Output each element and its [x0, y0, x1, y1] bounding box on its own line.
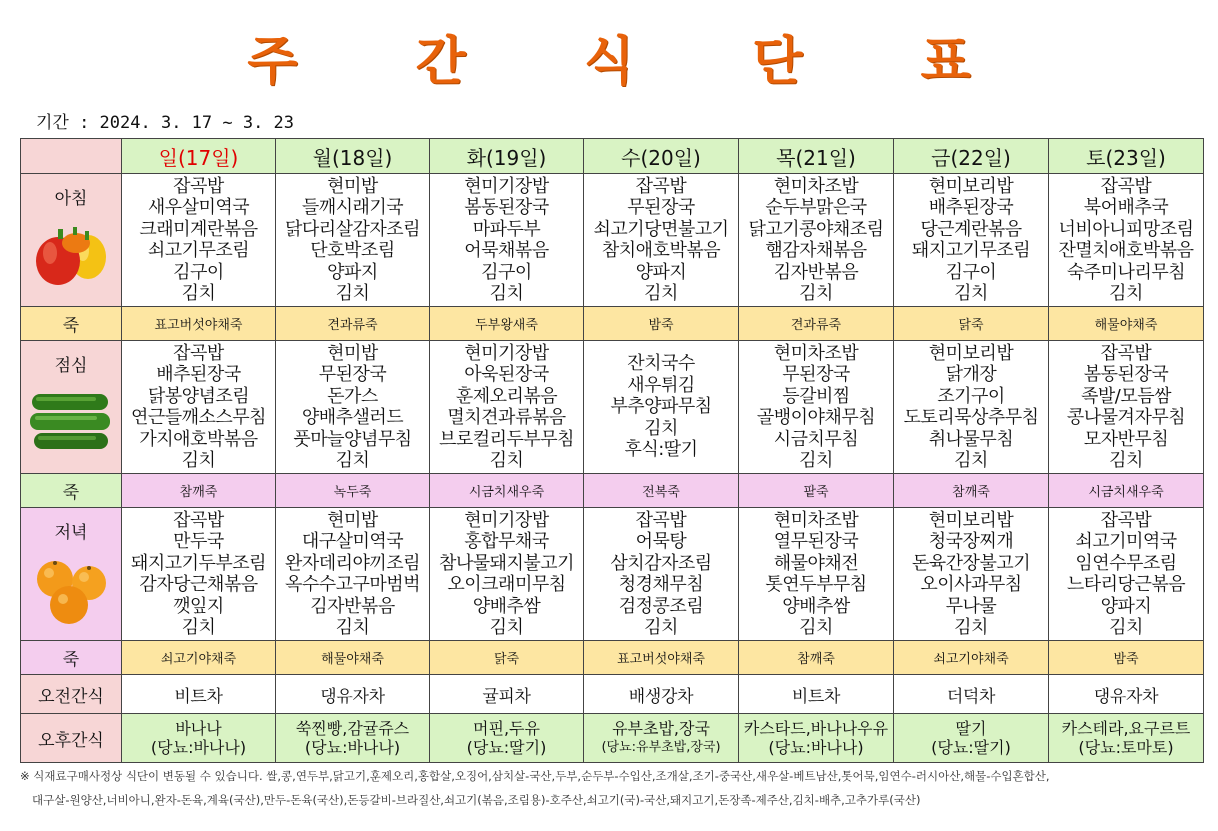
menu-item: 딸기 — [955, 719, 987, 738]
menu-item: 아욱된장국 — [464, 364, 549, 385]
menu-item: 배추된장국 — [156, 364, 241, 385]
menu-item: 현미기장밥 — [464, 509, 549, 531]
breakfast-porridge-wed: 밤죽 — [584, 307, 739, 341]
menu-item: 무된장국 — [782, 364, 850, 385]
breakfast-label-cell — [21, 174, 122, 307]
menu-item: 쇠고기무조림 — [147, 240, 250, 261]
menu-item: 김구이 — [481, 261, 532, 283]
menu-item: 현미밥 — [327, 342, 378, 364]
menu-item: 홍합무채국 — [464, 531, 549, 552]
menu-item: 참치애호박볶음 — [601, 240, 721, 261]
menu-item: 무된장국 — [627, 197, 695, 218]
menu-item: 마파두부 — [472, 218, 541, 240]
menu-item: 청국장찌개 — [928, 531, 1014, 552]
menu-item: 김치 — [954, 283, 988, 304]
menu-item: 유부초밥,장국 — [612, 719, 710, 738]
menu-item: 김치 — [954, 450, 988, 471]
menu-item: 무된장국 — [318, 364, 387, 385]
menu-item: 돼지고기무조림 — [911, 240, 1031, 261]
dinner-label: 저녁 — [54, 523, 88, 543]
menu-item: 김치 — [644, 417, 678, 439]
lunch-cell-wed — [584, 341, 739, 474]
menu-item: 옥수수고구마범벅 — [284, 574, 421, 595]
menu-item: 콩나물겨자무침 — [1066, 407, 1186, 428]
lunch-porridge-label: 죽 — [21, 474, 122, 508]
menu-item: 청경채무침 — [618, 574, 704, 595]
menu-item: 쇠고기당면불고기 — [593, 218, 729, 240]
menu-item: 취나물무침 — [928, 428, 1014, 450]
menu-item: 햄감자채볶음 — [765, 240, 867, 261]
menu-item: 현미차조밥 — [773, 509, 859, 531]
menu-item: 골뱅이야채무침 — [756, 407, 876, 428]
lunch-label: 점심 — [54, 356, 88, 376]
menu-item: 돼지고기두부조림 — [130, 552, 267, 574]
dinner-porridge-row — [21, 641, 1204, 675]
menu-item: 너비아니피망조림 — [1058, 218, 1194, 240]
menu-item: 현미밥 — [327, 509, 378, 531]
menu-item: 잔치국수 — [627, 353, 695, 375]
menu-item: 봄동된장국 — [464, 197, 549, 218]
menu-item: 김치 — [799, 617, 833, 638]
menu-item: 김치 — [1109, 450, 1143, 471]
dinner-label-cell — [21, 508, 122, 641]
menu-item: 오이사과무침 — [920, 574, 1022, 595]
menu-item: 돈육간장불고기 — [911, 552, 1031, 574]
pm-snack-label: 오후간식 — [21, 714, 122, 763]
menu-item: 당근계란볶음 — [920, 218, 1022, 240]
menu-item: 닭봉양념조림 — [147, 385, 250, 407]
am-snack-wed: 배생강차 — [584, 675, 739, 714]
menu-item: 연근들깨소스무침 — [130, 407, 267, 428]
menu-item: 느타리당근볶음 — [1066, 574, 1186, 595]
menu-item: 임연수무조림 — [1075, 552, 1177, 574]
menu-item: 모자반무침 — [1083, 428, 1169, 450]
dinner-cell-wed — [584, 508, 739, 641]
am-snack-tue: 귤피차 — [430, 675, 584, 714]
breakfast-row — [21, 174, 1204, 307]
lunch-porridge-sat: 시금치새우죽 — [1049, 474, 1204, 508]
bell-pepper-image — [28, 219, 114, 289]
menu-item: 순두부맑은국 — [765, 197, 867, 218]
menu-item: 김치 — [954, 617, 988, 638]
day-header-thu: 목(21일) — [739, 139, 894, 174]
pm-snack-sat — [1049, 714, 1204, 763]
breakfast-porridge-label: 죽 — [21, 307, 122, 341]
menu-item: 부추양파무침 — [610, 396, 712, 418]
menu-item: 북어배추국 — [1083, 197, 1169, 218]
day-header-fri: 금(22일) — [894, 139, 1049, 174]
day-header-row — [21, 139, 1204, 174]
menu-item: 김자반볶음 — [773, 261, 859, 283]
menu-item: 현미기장밥 — [464, 175, 549, 197]
menu-item: 양파지 — [327, 261, 378, 283]
menu-item: 들깨시래기국 — [301, 197, 404, 218]
menu-item: 카스테라,요구르트 — [1061, 719, 1191, 738]
menu-item: 양파지 — [1100, 595, 1152, 617]
menu-item: 훈제오리볶음 — [455, 385, 558, 407]
breakfast-cell-thu — [739, 174, 894, 307]
menu-item: 머핀,두유 — [473, 719, 540, 738]
day-header-mon: 월(18일) — [276, 139, 430, 174]
menu-item: 배추된장국 — [928, 197, 1014, 218]
dinner-row — [21, 508, 1204, 641]
menu-item: 멸치견과류볶음 — [447, 407, 566, 428]
day-header-sun: 일(17일) — [122, 139, 276, 174]
menu-item: 김치 — [489, 450, 524, 471]
origin-notes — [20, 764, 1210, 812]
menu-item: 김치 — [181, 450, 216, 471]
menu-item: 해물야채전 — [773, 552, 859, 574]
menu-item: 잡곡밥 — [1100, 175, 1152, 197]
menu-item: 크래미계란볶음 — [139, 218, 258, 240]
lunch-cell-sun — [122, 341, 276, 474]
dinner-porridge-label: 죽 — [21, 641, 122, 675]
menu-item: 잡곡밥 — [635, 509, 687, 531]
menu-item: 어묵탕 — [635, 531, 687, 552]
menu-item: 현미차조밥 — [773, 342, 859, 364]
am-snack-thu: 비트차 — [739, 675, 894, 714]
breakfast-porridge-tue: 두부왕새죽 — [430, 307, 584, 341]
menu-item: 양배추샐러드 — [301, 407, 404, 428]
lunch-porridge-row — [21, 474, 1204, 508]
menu-item: 열무된장국 — [773, 531, 859, 552]
pm-snack-tue — [430, 714, 584, 763]
menu-item: 잡곡밥 — [173, 342, 224, 364]
menu-item: (당뇨:바나나) — [150, 738, 247, 757]
menu-item: 현미기장밥 — [464, 342, 549, 364]
origin-note-line-2: 대구살-원양산,너비아니,완자-돈육,계육(국산),만두-돈육(국산),돈등갈비-브라질산,쇠고기(볶음,조림용)-호주산,쇠고기(국)-국산,돼지고기,돈장족-제주산,김치-배추,고추가루(국산) — [32, 793, 921, 807]
breakfast-cell-fri — [894, 174, 1049, 307]
menu-item: 양파지 — [635, 261, 687, 283]
dinner-porridge-wed: 표고버섯야채죽 — [584, 641, 739, 675]
menu-item: 톳연두부무침 — [765, 574, 867, 595]
menu-item: 바나나 — [175, 719, 222, 738]
menu-item: 김치 — [181, 617, 216, 638]
menu-item: 양배추쌈 — [782, 595, 850, 617]
menu-item: 김치 — [181, 283, 216, 304]
menu-item: 김구이 — [173, 261, 224, 283]
menu-item: 현미보리밥 — [928, 175, 1014, 197]
pm-snack-row — [21, 714, 1204, 763]
menu-item: 쇠고기미역국 — [1075, 531, 1177, 552]
breakfast-cell-wed — [584, 174, 739, 307]
menu-item: 참나물돼지불고기 — [438, 552, 575, 574]
menu-item: 어묵채볶음 — [464, 240, 549, 261]
menu-item: 김치 — [335, 617, 370, 638]
menu-item: 족발/모듬쌈 — [1080, 385, 1171, 407]
dinner-porridge-tue: 닭죽 — [430, 641, 584, 675]
menu-item: 잡곡밥 — [1100, 342, 1152, 364]
menu-item: (당뇨:바나나) — [304, 738, 401, 757]
breakfast-cell-tue — [430, 174, 584, 307]
menu-item: 완자데리야끼조림 — [284, 552, 421, 574]
menu-table — [20, 138, 1204, 763]
menu-item: 풋마늘양념무침 — [293, 428, 412, 450]
menu-item: 닭고기콩야채조림 — [748, 218, 884, 240]
am-snack-label: 오전간식 — [21, 675, 122, 714]
menu-item: 쑥찐빵,감귤쥬스 — [295, 719, 410, 738]
breakfast-porridge-sat: 해물야채죽 — [1049, 307, 1204, 341]
am-snack-sat: 댕유자차 — [1049, 675, 1204, 714]
corner-cell — [21, 139, 122, 174]
day-header-sat: 토(23일) — [1049, 139, 1204, 174]
pm-snack-thu — [739, 714, 894, 763]
dinner-cell-fri — [894, 508, 1049, 641]
dinner-cell-thu — [739, 508, 894, 641]
menu-item: 잡곡밥 — [635, 175, 687, 197]
menu-item: 닭개장 — [945, 364, 997, 385]
menu-item: 무나물 — [945, 595, 997, 617]
breakfast-porridge-sun: 표고버섯야채죽 — [122, 307, 276, 341]
dinner-porridge-sun: 쇠고기야채죽 — [122, 641, 276, 675]
lunch-cell-sat — [1049, 341, 1204, 474]
menu-item: 현미차조밥 — [773, 175, 859, 197]
menu-item: 만두국 — [173, 531, 224, 552]
menu-item: 양배추쌈 — [472, 595, 541, 617]
lunch-porridge-tue: 시금치새우죽 — [430, 474, 584, 508]
menu-item: 김치 — [335, 450, 370, 471]
pm-snack-wed — [584, 714, 739, 763]
menu-item: 감자당근채볶음 — [139, 574, 258, 595]
pm-snack-fri — [894, 714, 1049, 763]
pm-snack-sun — [122, 714, 276, 763]
menu-item: 가지애호박볶음 — [139, 428, 258, 450]
am-snack-fri: 더덕차 — [894, 675, 1049, 714]
menu-item: 김치 — [335, 283, 370, 304]
menu-item: 봄동된장국 — [1083, 364, 1169, 385]
lunch-cell-thu — [739, 341, 894, 474]
menu-item: 새우살미역국 — [147, 197, 250, 218]
menu-item: 도토리묵상추무침 — [903, 407, 1039, 428]
lunch-cell-mon — [276, 341, 430, 474]
lunch-porridge-sun: 참깨죽 — [122, 474, 276, 508]
menu-item: 오이크래미무침 — [447, 574, 566, 595]
breakfast-cell-sat — [1049, 174, 1204, 307]
menu-item: (당뇨:유부초밥,장국) — [601, 740, 721, 755]
dinner-cell-mon — [276, 508, 430, 641]
lunch-label-cell — [21, 341, 122, 474]
menu-item: (당뇨:딸기) — [466, 738, 547, 757]
menu-item: 김치 — [644, 283, 678, 304]
day-header-tue: 화(19일) — [430, 139, 584, 174]
menu-item: 잡곡밥 — [1100, 509, 1152, 531]
menu-item: 숙주미나리무침 — [1066, 261, 1186, 283]
breakfast-porridge-row — [21, 307, 1204, 341]
menu-item: 잔멸치애호박볶음 — [1058, 240, 1194, 261]
menu-item: 후식:딸기 — [624, 439, 698, 461]
dinner-cell-tue — [430, 508, 584, 641]
menu-item: 김치 — [644, 617, 678, 638]
menu-item: 닭다리살감자조림 — [284, 218, 421, 240]
menu-item: 현미밥 — [327, 175, 378, 197]
breakfast-cell-mon — [276, 174, 430, 307]
lunch-cell-tue — [430, 341, 584, 474]
breakfast-cell-sun — [122, 174, 276, 307]
menu-item: 시금치무침 — [773, 428, 859, 450]
menu-item: 대구살미역국 — [301, 531, 404, 552]
am-snack-mon: 댕유자차 — [276, 675, 430, 714]
menu-item: 돈가스 — [327, 385, 378, 407]
am-snack-sun: 비트차 — [122, 675, 276, 714]
breakfast-porridge-fri: 닭죽 — [894, 307, 1049, 341]
lunch-cell-fri — [894, 341, 1049, 474]
lunch-porridge-mon: 녹두죽 — [276, 474, 430, 508]
day-header-wed: 수(20일) — [584, 139, 739, 174]
menu-item: 잡곡밥 — [173, 175, 224, 197]
menu-item: 김자반볶음 — [310, 595, 395, 617]
pm-snack-mon — [276, 714, 430, 763]
breakfast-porridge-thu: 견과류죽 — [739, 307, 894, 341]
menu-item: (당뇨:토마토) — [1078, 738, 1174, 757]
dinner-cell-sat — [1049, 508, 1204, 641]
lunch-porridge-fri: 참깨죽 — [894, 474, 1049, 508]
dinner-porridge-fri: 쇠고기야채죽 — [894, 641, 1049, 675]
origin-note-line-1: ※ 식재료구매사정상 식단이 변동될 수 있습니다. 쌀,콩,연두부,닭고기,훈제오리,홍합살,오징어,삼치살-국산,두부,순두부-수입산,조개살,조기-중국산,새우살-베트남산,톳어묵,임연수-러시아산,해물-수입혼합산, — [20, 769, 1050, 783]
dinner-cell-sun — [122, 508, 276, 641]
menu-item: 브로컬리두부무침 — [438, 428, 575, 450]
lunch-porridge-wed: 전복죽 — [584, 474, 739, 508]
menu-item: 새우튀김 — [627, 374, 695, 396]
menu-item: 김치 — [799, 450, 833, 471]
cucumber-image — [26, 386, 116, 456]
dinner-porridge-mon: 해물야채죽 — [276, 641, 430, 675]
am-snack-row — [21, 675, 1204, 714]
menu-item: 등갈비찜 — [782, 385, 850, 407]
tangerine-image — [29, 553, 113, 625]
menu-item: 단호박조림 — [310, 240, 395, 261]
dinner-porridge-sat: 밤죽 — [1049, 641, 1204, 675]
menu-item: 현미보리밥 — [928, 342, 1014, 364]
menu-item: 김치 — [1109, 283, 1143, 304]
menu-item: 삼치감자조림 — [610, 552, 712, 574]
menu-item: 깻잎지 — [173, 595, 224, 617]
menu-item: (당뇨:딸기) — [931, 738, 1011, 757]
breakfast-label: 아침 — [54, 189, 88, 209]
menu-item: 검정콩조림 — [618, 595, 704, 617]
menu-item: 현미보리밥 — [928, 509, 1014, 531]
breakfast-porridge-mon: 견과류죽 — [276, 307, 430, 341]
menu-item: 카스타드,바나나우유 — [743, 719, 889, 738]
menu-item: (당뇨:바나나) — [768, 738, 864, 757]
lunch-porridge-thu: 팥죽 — [739, 474, 894, 508]
menu-item: 김치 — [1109, 617, 1143, 638]
dinner-porridge-thu: 참깨죽 — [739, 641, 894, 675]
menu-item: 김치 — [799, 283, 833, 304]
menu-item: 잡곡밥 — [173, 509, 224, 531]
menu-item: 김치 — [489, 283, 524, 304]
lunch-row — [21, 341, 1204, 474]
menu-item: 조기구이 — [937, 385, 1005, 407]
menu-item: 김구이 — [945, 261, 997, 283]
menu-item: 김치 — [489, 617, 524, 638]
period-label: 기간 : 2024. 3. 17 ~ 3. 23 — [36, 113, 295, 133]
page-title: 주 간 식 단 표 — [247, 32, 1021, 92]
